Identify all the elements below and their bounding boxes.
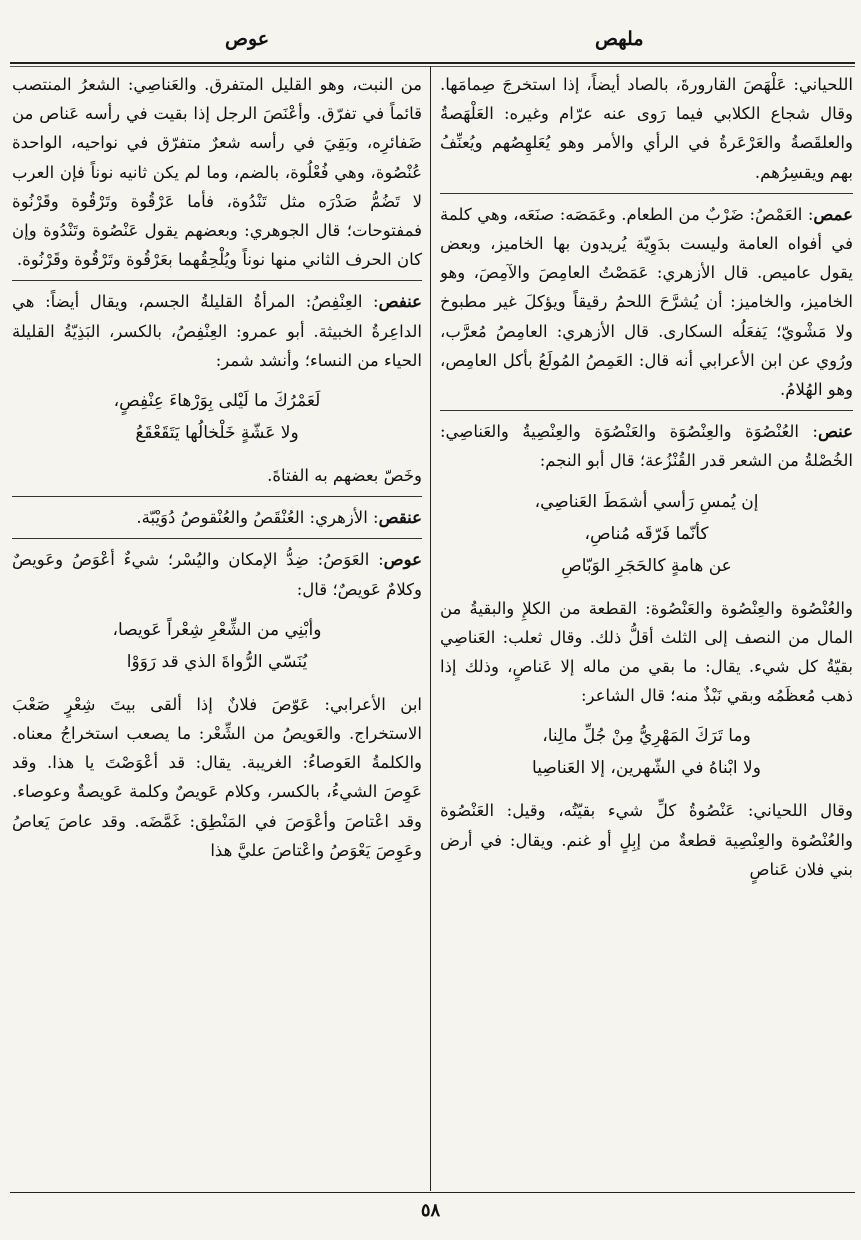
right-column [440, 70, 853, 1188]
entry-text: : العَوَصُ: ضِدُّ الإمكان واليُسْر؛ شيءٌ أعْوَصُ وعَويصٌ وكلامٌ عَويصٌ؛ قال: [12, 550, 422, 599]
entry-amas [440, 200, 853, 404]
verse-line: وأبْنِي من الشِّعْرِ شِعْراً عَويصا، [112, 619, 322, 640]
verse-line: ولا ابْناهُ في الشّهرين، إلا العَناصِيا [532, 758, 761, 779]
verse-block [440, 486, 853, 582]
verse-line: كأنّما فَرّقَه مُناصِ، [584, 523, 709, 544]
left-column [12, 70, 422, 1188]
headword: عنص [817, 422, 853, 442]
entry-continuation [440, 70, 853, 187]
verse-block [12, 385, 422, 449]
entry-separator [440, 410, 853, 411]
top-rule [10, 62, 855, 64]
verse-line: وما تَرَكَ المَهْرِيُّ مِنْ جُلِّ مالِنا، [542, 726, 751, 747]
entry-separator [12, 538, 422, 539]
entry-text: : الأزهري: العُنْقَصُ والعُنْقوصُ دُوَيْبّة. [136, 508, 379, 528]
headword: عمص [813, 204, 853, 224]
running-header-left: عوص [225, 28, 270, 50]
entry-text: : العَمْصُ: ضَرْبٌ من الطعام. وعَمَصَه: صنَعَه، وهي كلمة في أفواه العامة وليست بدَوِيّة يُريدون بها الخاميز، وبعض يقول عاميص. قال الأزهري: عَمَصْتُ العامِصَ والآمِصَ، وهو الخاميز، والخاميز: أن يُشرَّحَ اللحمُ رقيقاً ويؤكلَ غير مطبوخ ولا مَشْويّ؛ يَفعَلُه السكارى. قال الأزهري: العامِصُ مُعرَّب، ورُوي عن ابن الأعرابي أنه قال: العَمِصُ المُولَعُ بأكل العامِص، وهو الهُلامُ. [440, 204, 853, 400]
verse-block [440, 720, 853, 784]
bottom-rule [10, 1192, 855, 1193]
column-divider [430, 66, 431, 1191]
entry-separator [12, 496, 422, 497]
entry-continuation [12, 70, 422, 274]
verse-line: لَعَمْرُكَ ما لَيْلى بِوَرْهاءَ عِنْفِصٍ، [113, 391, 321, 412]
entry-anqas [12, 503, 422, 532]
verse-block [12, 614, 422, 678]
headword: عوص [383, 550, 422, 570]
headword: عنقص [378, 508, 422, 528]
verse-line: عن هامةٍ كالحَجَرِ الوَبّاصِ [561, 555, 732, 576]
entry-text: وخَصّ بعضهم به الفتاةَ. [267, 466, 422, 486]
entry-text: من النبت، وهو القليل المتفرق. والعَناصِي: الشعرُ المنتصب قائماً في تفرّق. وأعْنَصَ الرجل إذا بقيت في رأسه عَناص من ضَفائرِه، وبَقِيَ في رأسه شعرٌ متفرّق في نواحيه، الواحدة عُنْصُوة، وهي فُعْلُوة، بالضم، وما لم يكن ثانيه نوناً فإن العرب لا تَضُمُّ صَدْرَه مثل تَنْدُوة، فأما عَرْقُوة وتَرْقُوة وقَرْنُوة فمفتوحات؛ قال الجوهري: وبعضهم يقول عَنْصُوة وتَنْدُوة وإن كان الحرف الثاني منها نوناً ويُلْحِقُهما بعَرْقُوة وتَرْقُوة وقَرْنُوة. [12, 75, 422, 270]
entry-anfas [12, 287, 422, 490]
entry-awas [12, 545, 422, 865]
entry-text: وقال اللحياني: عَنْصُوةُ كلِّ شيء بقيّتُه، وقيل: العَنْصُوة والعُنْصُوة والعِنْصِية قطعةٌ من إبِلٍ أو غنم. ويقال: في أرض بني فلان عَناصٍ [440, 801, 853, 879]
entry-text: : العُنْصُوَة والعِنْصُوَة والعَنْصُوَة والعِنْصِيةُ والعَناصِي: الخُصْلةُ من الشعر قدر القُنْزُعة؛ قال أبو النجم: [440, 422, 853, 471]
entry-text: ابن الأعرابي: عَوّصَ فلانٌ إذا ألقى بيتَ شِعْرٍ صَعْبَ الاستخراج. والعَويصُ من الشِّعْر: ما يصعب استخراجُ معناه. والكلمةُ العَوصاءُ: الغريبة. يقال: قد أعْوَصْتَ يا هذا. وقد عَوِصَ الشيءُ، بالكسر، وكلام عَويصٌ وكلمة عَويصةٌ وعوصاء. وقد اعْتاصَ وأعْوَصَ في المَنْطِق: غَمَّضَه. وقد عاصَ يَعاصُ وعَوِصَ يَعْوَصُ واعْتاصَ عليَّ هذا [12, 694, 422, 860]
verse-line: إن يُمسِ رَأسي أشمَطَ العَناصِي، [534, 491, 759, 512]
verse-line: يُنَسّي الرُّواةَ الذي قد رَوَوْا [126, 651, 308, 672]
page-number: ٥٨ [420, 1200, 441, 1221]
entry-text: : العِنْفِصُ: المرأةُ القليلةُ الجسم، ويقال أيضاً: هي الداعِرةُ الخبيثة. أبو عمرو: العِنْفِصُ، بالكسر، البَذِيّةُ القليلة الحياء من النساء؛ وأنشد شمر: [12, 292, 422, 370]
entry-separator [440, 193, 853, 194]
entry-anas [440, 417, 853, 884]
top-rule-thin [10, 66, 855, 67]
running-header-right: ملهص [595, 28, 644, 50]
headword: عنفص [378, 292, 422, 312]
entry-text: والعُنْصُوة والعِنْصُوة والعَنْصُوة: القطعة من الكلإِ والبقيةُ من المال من النصف إلى الثلث أقلُّ ذلك. وقال ثعلب: العَناصِي بقيّةُ كل شيء. يقال: ما بقي من ماله إلا عَناصٍ، وذلك إذا ذهب مُعظَمُه وبقي نَبْذٌ منه؛ قال الشاعر: [440, 598, 853, 706]
entry-text: اللحياني: عَلْهَصَ القارورةَ، بالصاد أيضاً، إذا استخرجَ صِمامَها. وقال شجاع الكلابي فيما رَوى عنه عرّام وغيره: العَلْهَصةُ والعلقَصةُ والعَرْعَرةُ في الرأي والأمر وهو يُعَلهِصُهم ويُعنِّفُ بهم ويقسِرُهم. [440, 75, 853, 182]
verse-line: ولا عَشّةٍ خَلْخالُها يَتَقَعْقَعُ [135, 423, 299, 444]
entry-separator [12, 280, 422, 281]
